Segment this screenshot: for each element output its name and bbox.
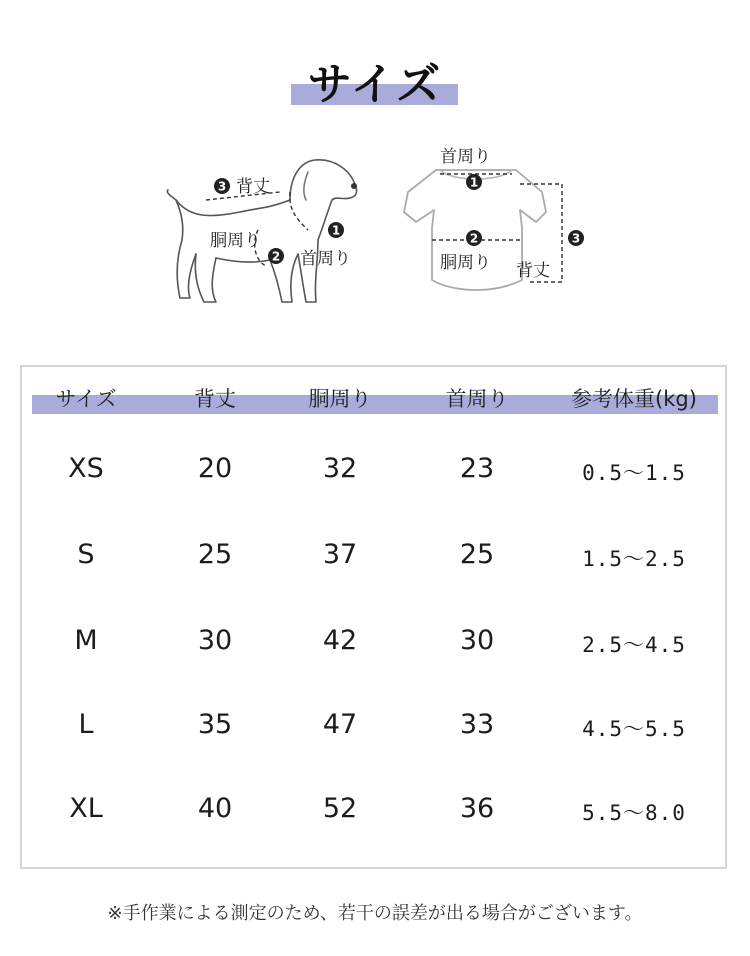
cell-weight: 2.5〜4.5 (582, 633, 686, 657)
measurement-diagram (140, 130, 610, 330)
dog-nose-icon (351, 183, 357, 189)
cell-chest: 42 (322, 625, 358, 656)
cell-chest: 47 (322, 709, 358, 740)
svg-text:1: 1 (331, 223, 341, 238)
header-chest: 胴周り (308, 387, 372, 411)
measurement-note: ※手作業による測定のため、若干の誤差が出る場合がございます。 (107, 903, 643, 924)
cell-neck: 23 (459, 453, 495, 484)
cell-neck: 33 (459, 709, 495, 740)
header-size: サイズ (55, 387, 117, 411)
dog-marker-3 (214, 178, 230, 194)
cell-back-length: 40 (197, 793, 233, 824)
cell-weight: 1.5〜2.5 (582, 547, 686, 571)
page-title: サイズ (307, 59, 443, 110)
svg-text:3: 3 (217, 179, 227, 194)
dog-marker-2 (268, 248, 284, 264)
shirt-neck-label: 首周り (440, 147, 491, 167)
size-table (20, 365, 727, 869)
cell-weight: 0.5〜1.5 (582, 461, 686, 485)
cell-neck: 36 (459, 793, 495, 824)
cell-size: XS (68, 453, 104, 484)
header-weight: 参考体重(kg) (571, 387, 697, 411)
cell-neck: 30 (459, 625, 495, 656)
cell-neck: 25 (459, 539, 495, 570)
cell-weight: 5.5〜8.0 (582, 801, 686, 825)
svg-text:2: 2 (271, 249, 281, 264)
cell-size: XL (69, 793, 103, 824)
svg-text:3: 3 (571, 231, 581, 246)
cell-chest: 37 (322, 539, 358, 570)
title-section (0, 48, 750, 110)
dog-back-label: 背丈 (236, 177, 270, 197)
shirt-marker-2 (466, 230, 482, 246)
cell-back-length: 30 (197, 625, 233, 656)
header-back-length: 背丈 (194, 387, 236, 411)
cell-chest: 52 (322, 793, 358, 824)
cell-back-length: 35 (197, 709, 233, 740)
cell-back-length: 20 (197, 453, 233, 484)
svg-text:1: 1 (469, 175, 479, 190)
shirt-marker-3 (568, 230, 584, 246)
header-neck: 首周り (445, 387, 509, 411)
cell-chest: 32 (322, 453, 358, 484)
shirt-chest-label: 胴周り (440, 253, 491, 273)
dog-marker-1 (328, 222, 344, 238)
dog-chest-label: 胴周り (210, 231, 261, 251)
diagram-svg (140, 130, 610, 330)
svg-text:2: 2 (469, 231, 479, 246)
cell-weight: 4.5〜5.5 (582, 717, 686, 741)
cell-size: L (78, 709, 94, 740)
shirt-back-label: 背丈 (516, 261, 550, 281)
dog-neck-label: 首周り (300, 249, 351, 269)
cell-size: M (74, 625, 98, 656)
cell-back-length: 25 (197, 539, 233, 570)
cell-size: S (77, 539, 95, 570)
shirt-marker-1 (466, 174, 482, 190)
